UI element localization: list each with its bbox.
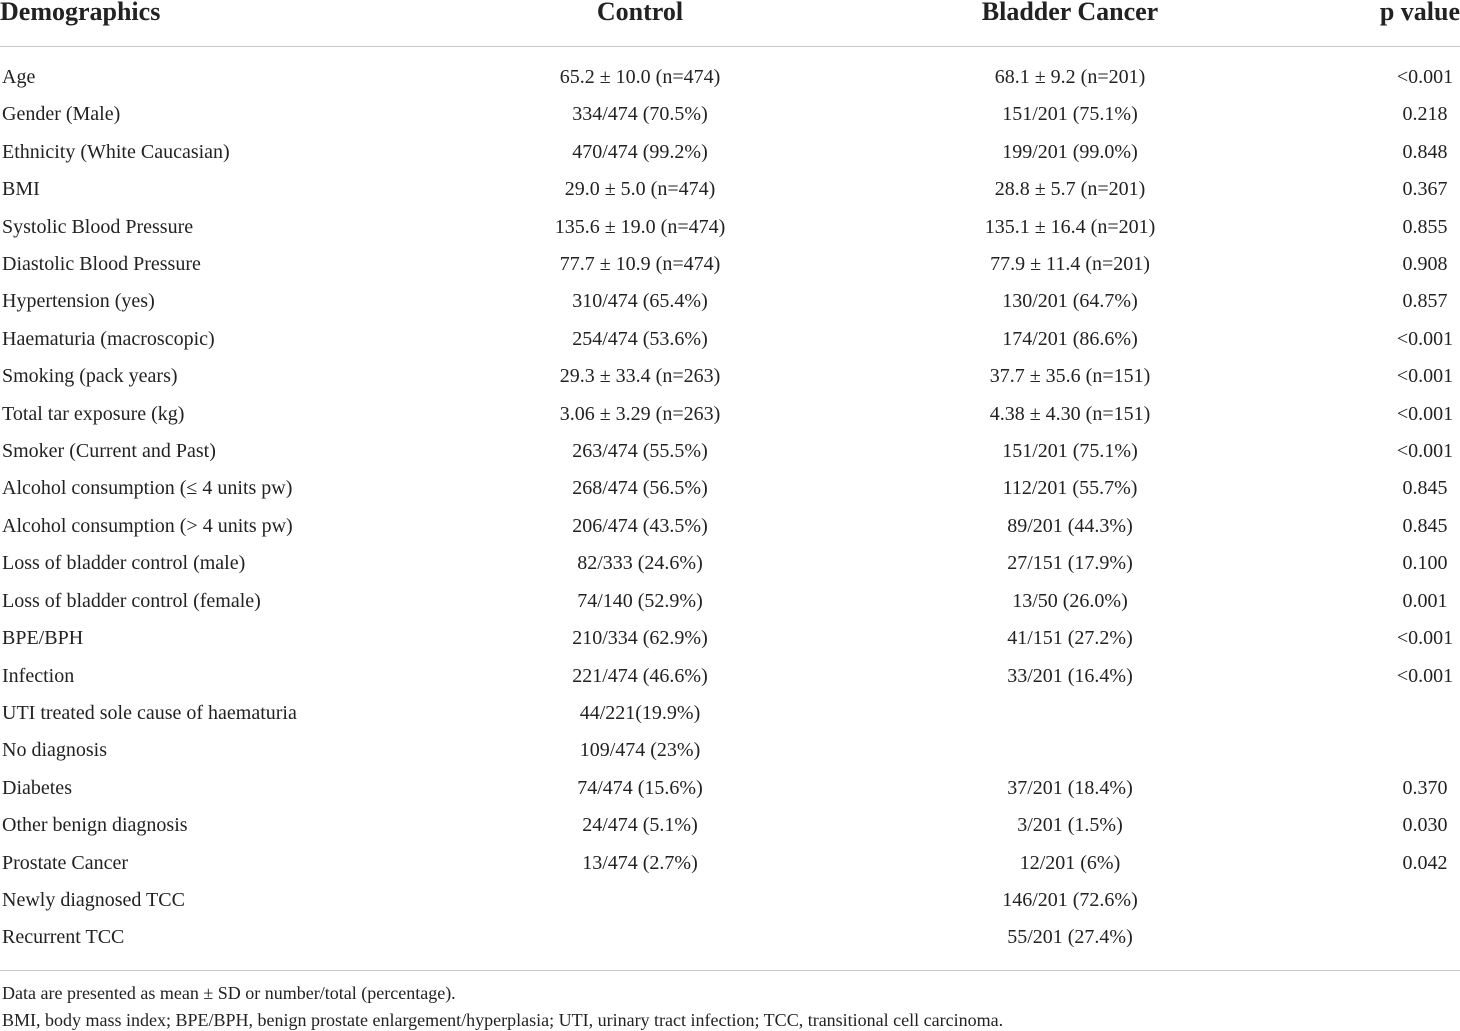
table-row — [0, 545, 1460, 582]
bladder-cancer-value — [850, 732, 1270, 769]
control-value: 65.2 ± 10.0 (n=474) — [559, 66, 721, 88]
row-label: Diabetes — [2, 776, 72, 799]
control-value: 44/221(19.9%) — [579, 701, 701, 724]
row-label: Total tar exposure (kg) — [2, 402, 185, 425]
p-value: <0.001 — [1396, 327, 1454, 350]
p-value: <0.001 — [1396, 66, 1454, 88]
bladder-cancer-value: 13/50 (26.0%) — [1012, 589, 1128, 612]
bladder-cancer-value: 77.9 ± 11.4 (n=201) — [990, 253, 1150, 276]
bladder-cancer-value: 199/201 (99.0%) — [1002, 140, 1138, 163]
p-value — [1270, 882, 1460, 919]
p-value: <0.001 — [1396, 440, 1454, 463]
row-label: Haematuria (macroscopic) — [2, 327, 215, 350]
p-value: 0.845 — [1402, 514, 1448, 537]
p-value: 0.908 — [1402, 253, 1448, 276]
table-row — [0, 396, 1460, 433]
control-value: 221/474 (46.6%) — [572, 664, 708, 687]
row-label: Loss of bladder control (male) — [2, 552, 246, 575]
row-label: Other benign diagnosis — [2, 814, 188, 837]
row-label: Alcohol consumption (> 4 units pw) — [2, 514, 293, 537]
table-body — [0, 47, 1460, 957]
header-control: Control — [430, 0, 850, 47]
table-row — [0, 433, 1460, 470]
table-row — [0, 882, 1460, 919]
row-label: Recurrent TCC — [2, 926, 125, 949]
row-label: Systolic Blood Pressure — [2, 215, 194, 238]
bladder-cancer-value: 68.1 ± 9.2 (n=201) — [994, 66, 1146, 88]
row-label: UTI treated sole cause of haematuria — [2, 701, 297, 724]
p-value: 0.857 — [1402, 290, 1448, 313]
table-row — [0, 470, 1460, 507]
row-label: Ethnicity (White Caucasian) — [2, 140, 230, 163]
footnote-data-presentation: Data are presented as mean ± SD or number/total (percentage). — [2, 983, 456, 1003]
bladder-cancer-value: 3/201 (1.5%) — [1017, 814, 1123, 837]
bladder-cancer-value: 33/201 (16.4%) — [1007, 664, 1133, 687]
table-header-row — [0, 0, 1460, 47]
bladder-cancer-value: 174/201 (86.6%) — [1002, 327, 1138, 350]
table-row — [0, 508, 1460, 545]
table-row — [0, 807, 1460, 844]
control-value — [430, 919, 850, 956]
control-value: 74/474 (15.6%) — [577, 776, 703, 799]
control-value: 254/474 (53.6%) — [572, 327, 708, 350]
control-value: 13/474 (2.7%) — [582, 851, 698, 874]
bladder-cancer-value: 28.8 ± 5.7 (n=201) — [994, 178, 1146, 201]
p-value: 0.845 — [1402, 477, 1448, 500]
p-value — [1270, 695, 1460, 732]
p-value: <0.001 — [1396, 402, 1454, 425]
row-label: No diagnosis — [2, 739, 107, 762]
p-value: <0.001 — [1396, 627, 1454, 650]
control-value: 206/474 (43.5%) — [572, 514, 708, 537]
control-value: 29.0 ± 5.0 (n=474) — [564, 178, 716, 201]
control-value: 82/333 (24.6%) — [577, 552, 703, 575]
row-label: Loss of bladder control (female) — [2, 589, 261, 612]
table-row — [0, 845, 1460, 882]
footnote-abbreviations: BMI, body mass index; BPE/BPH, benign prostate enlargement/hyperplasia; UTI, urinary tract infection; TCC, transitional cell carcinoma. — [2, 1010, 1004, 1030]
control-value: 77.7 ± 10.9 (n=474) — [559, 253, 721, 276]
table-row — [0, 770, 1460, 807]
bladder-cancer-value: 151/201 (75.1%) — [1002, 440, 1138, 463]
row-label: Alcohol consumption (≤ 4 units pw) — [2, 477, 293, 500]
p-value: 0.855 — [1402, 215, 1448, 238]
bladder-cancer-value: 41/151 (27.2%) — [1007, 627, 1133, 650]
control-value: 210/334 (62.9%) — [572, 627, 708, 650]
bladder-cancer-value: 135.1 ± 16.4 (n=201) — [984, 215, 1156, 238]
bladder-cancer-value: 130/201 (64.7%) — [1002, 290, 1138, 313]
table-row — [0, 171, 1460, 208]
table-row — [0, 96, 1460, 133]
table-row — [0, 358, 1460, 395]
table-row — [0, 732, 1460, 769]
table-row — [0, 583, 1460, 620]
p-value: 0.042 — [1402, 851, 1448, 874]
row-label: Infection — [2, 664, 75, 687]
table-row — [0, 246, 1460, 283]
bladder-cancer-value: 37/201 (18.4%) — [1007, 776, 1133, 799]
bladder-cancer-value: 27/151 (17.9%) — [1007, 552, 1133, 575]
control-value — [430, 882, 850, 919]
control-value: 3.06 ± 3.29 (n=263) — [559, 402, 721, 425]
table-row — [0, 283, 1460, 320]
row-label: Gender (Male) — [2, 103, 121, 126]
p-value: <0.001 — [1396, 664, 1454, 687]
bladder-cancer-value: 112/201 (55.7%) — [1002, 477, 1138, 500]
bladder-cancer-value: 146/201 (72.6%) — [1002, 888, 1138, 911]
row-label: BMI — [2, 178, 40, 201]
header-p-value: p value — [1270, 0, 1460, 47]
p-value: 0.218 — [1402, 103, 1448, 126]
p-value: 0.848 — [1402, 140, 1448, 163]
p-value: 0.370 — [1402, 776, 1448, 799]
p-value — [1270, 919, 1460, 956]
table-row — [0, 620, 1460, 657]
bladder-cancer-value: 4.38 ± 4.30 (n=151) — [989, 402, 1151, 425]
bladder-cancer-value: 151/201 (75.1%) — [1002, 103, 1138, 126]
p-value: <0.001 — [1396, 365, 1454, 388]
p-value: 0.030 — [1402, 814, 1448, 837]
control-value: 334/474 (70.5%) — [572, 103, 708, 126]
p-value — [1270, 732, 1460, 769]
control-value: 135.6 ± 19.0 (n=474) — [554, 215, 726, 238]
p-value: 0.367 — [1402, 178, 1448, 201]
bladder-cancer-value — [850, 695, 1270, 732]
control-value: 263/474 (55.5%) — [572, 440, 708, 463]
row-label: Newly diagnosed TCC — [2, 888, 185, 911]
table-row — [0, 321, 1460, 358]
row-label: Hypertension (yes) — [2, 290, 155, 313]
row-label: Diastolic Blood Pressure — [2, 253, 201, 276]
table-row — [0, 919, 1460, 956]
row-label: Prostate Cancer — [2, 851, 129, 874]
table-row — [0, 47, 1460, 97]
table-row — [0, 658, 1460, 695]
control-value: 470/474 (99.2%) — [572, 140, 708, 163]
p-value: 0.001 — [1402, 589, 1448, 612]
control-value: 109/474 (23%) — [579, 739, 701, 762]
control-value: 24/474 (5.1%) — [582, 814, 698, 837]
row-label: BPE/BPH — [2, 627, 84, 650]
p-value: 0.100 — [1402, 552, 1448, 575]
footnote-divider — [0, 970, 1460, 971]
row-label: Smoker (Current and Past) — [2, 440, 216, 463]
bladder-cancer-value: 12/201 (6%) — [1019, 851, 1121, 874]
table-row — [0, 695, 1460, 732]
control-value: 310/474 (65.4%) — [572, 290, 708, 313]
row-label: Smoking (pack years) — [2, 365, 178, 388]
control-value: 29.3 ± 33.4 (n=263) — [559, 365, 721, 388]
control-value: 74/140 (52.9%) — [577, 589, 703, 612]
control-value: 268/474 (56.5%) — [572, 477, 708, 500]
bladder-cancer-value: 89/201 (44.3%) — [1007, 514, 1133, 537]
bladder-cancer-value: 37.7 ± 35.6 (n=151) — [989, 365, 1151, 388]
row-label: Age — [2, 66, 36, 88]
table-row — [0, 134, 1460, 171]
header-demographics: Demographics — [0, 0, 430, 47]
header-bladder-cancer: Bladder Cancer — [850, 0, 1270, 47]
bladder-cancer-value: 55/201 (27.4%) — [1007, 926, 1133, 949]
table-row — [0, 209, 1460, 246]
